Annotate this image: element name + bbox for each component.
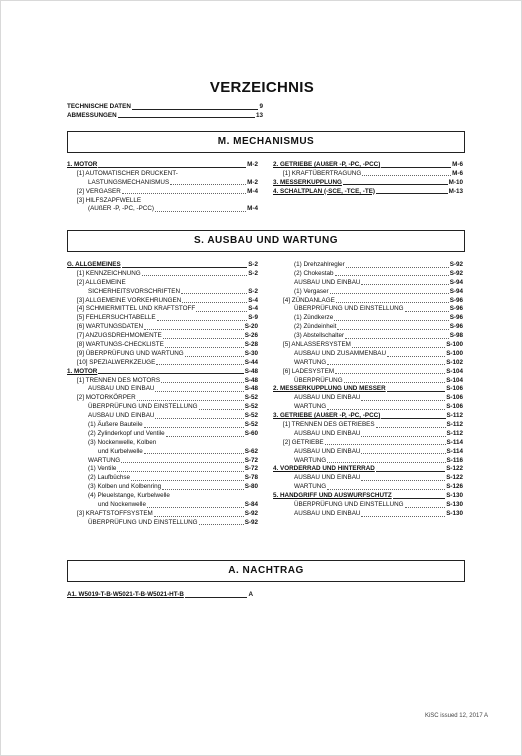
toc-entry-page: S-94 (449, 287, 463, 295)
toc-entry-title: (2) Zündeinheit (294, 323, 337, 331)
toc-entry-title: A1. W5019-T-B·W5021-T-B·W5021-HT-B (67, 590, 184, 598)
toc-entry-page: S-106 (446, 394, 463, 402)
toc-entry-title: AUSBAU UND EINBAU (88, 385, 155, 393)
toc-leader (327, 409, 445, 410)
section-header-nachtrag: A. NACHTRAG (67, 560, 465, 582)
toc-leader (376, 471, 445, 472)
toc-entry-title: SICHERHEITSVORSCHRIFTEN (88, 287, 181, 295)
toc-entry-title: (2) Chokestab (294, 269, 334, 277)
toc-leader (327, 489, 445, 490)
toc-entry-title: 4. VORDERRAD UND HINTERRAD (273, 465, 375, 473)
toc-entry-title: [1] AUTOMATISCHER DRUCKENT- (77, 169, 178, 177)
toc-entry (67, 394, 258, 403)
toc-leader (142, 275, 248, 276)
toc-leader (334, 320, 448, 321)
toc-entry-page: S-104 (446, 367, 463, 375)
toc-entry-page: S-100 (446, 349, 463, 357)
toc-entry-page: S-78 (244, 474, 258, 482)
toc-leader (144, 453, 244, 454)
toc-entry-title: AUSBAU UND EINBAU (294, 278, 361, 286)
toc-leader (117, 471, 243, 472)
toc-leader (344, 382, 446, 383)
toc-entry-title: (1) Ventile (88, 465, 117, 473)
toc-entry (273, 161, 463, 170)
toc-entry (273, 368, 463, 377)
toc-leader (147, 507, 244, 508)
toc-leader (362, 175, 451, 176)
toc-leader (327, 364, 445, 365)
toc-entry (67, 112, 263, 121)
toc-entry (273, 341, 463, 350)
toc-entry-title: [9] ÜBERPRÜFUNG UND WARTUNG (77, 349, 184, 357)
toc-entry (273, 323, 463, 332)
toc-entry-title: und Kurbelwelle (98, 447, 143, 455)
toc-entry-page: S-116 (446, 456, 463, 464)
toc-entry-page: S-72 (244, 456, 258, 464)
toc-leader (335, 373, 445, 374)
toc-leader (118, 117, 255, 118)
toc-leader (405, 507, 446, 508)
toc-entry-title: LASTUNGSMECHANISMUS (88, 178, 170, 186)
toc-entry-page: S-112 (446, 412, 463, 420)
toc-entry-title: 4. SCHALTPLAN (-SCE, -TCE, -TE) (273, 187, 376, 195)
toc-entry (67, 205, 258, 214)
toc-entry-page: S-130 (446, 492, 463, 500)
toc-entry-title: 2. GETRIEBE (AUßER -P, -PC, -PCC) (273, 160, 381, 168)
toc-entry (273, 314, 463, 323)
toc-entry (273, 377, 463, 386)
toc-entry (273, 421, 463, 430)
toc-entry-title: G. ALLGEMEINES (67, 260, 121, 268)
toc-entry-title: (3) Kolben und Kolbenring (88, 483, 162, 491)
toc-entry-title: (1) Äußere Bauteile (88, 421, 143, 429)
toc-leader (131, 480, 244, 481)
toc-entry-title: WARTUNG (88, 456, 121, 464)
toc-leader (361, 453, 445, 454)
toc-entry (273, 465, 463, 474)
toc-leader (199, 524, 244, 525)
toc-leader (361, 480, 445, 481)
toc-entry-page: S-92 (449, 260, 463, 268)
toc-entry-title: AUSBAU UND EINBAU (294, 509, 361, 517)
toc-leader (181, 293, 247, 294)
toc-entry-page: M-6 (452, 169, 463, 177)
toc-entry-title: TECHNISCHE DATEN (67, 102, 131, 110)
toc-entry-page: S-4 (248, 296, 258, 304)
toc-entry-title: 3. MESSERKUPPLUNG (273, 178, 342, 186)
section-header-mechanismus: M. MECHANISMUS (67, 131, 465, 153)
toc-entry (67, 510, 258, 519)
toc-entry-page: S-62 (244, 447, 258, 455)
toc-entry (67, 457, 258, 466)
toc-entry-page: S-130 (446, 501, 463, 509)
toc-leader (170, 184, 246, 185)
toc-entry (67, 179, 258, 188)
toc-entry (67, 519, 258, 528)
toc-entry (67, 170, 258, 179)
toc-leader (376, 427, 446, 428)
toc-entry-page: S-52 (244, 412, 258, 420)
toc-entry-title: [1] TRENNEN DES GETRIEBES (283, 421, 375, 429)
toc-entry (67, 279, 258, 288)
toc-leader (336, 302, 449, 303)
toc-entry-page: S-30 (244, 349, 258, 357)
toc-entry-title: und Nockenwelle (98, 501, 146, 509)
toc-entry-title: [3] ALLGEMEINE VORKEHRUNGEN (77, 296, 182, 304)
toc-leader (376, 193, 448, 194)
toc-entry-page: S-26 (244, 332, 258, 340)
toc-leader (122, 193, 246, 194)
toc-leader (165, 347, 244, 348)
toc-entry (273, 261, 463, 270)
toc-leader (137, 400, 244, 401)
toc-entry-page: S-48 (244, 385, 258, 393)
toc-entry (67, 412, 258, 421)
toc-entry-title: WARTUNG (294, 403, 327, 411)
toc-entry-page: M-6 (452, 160, 463, 168)
toc-entry (67, 332, 258, 341)
toc-entry (273, 270, 463, 279)
toc-entry-title: [6] LADESYSTEM (283, 367, 335, 375)
toc-entry (273, 179, 463, 188)
toc-leader (327, 462, 445, 463)
toc-entry-title: AUSBAU UND EINBAU (294, 474, 361, 482)
toc-leader (154, 516, 244, 517)
toc-entry-page: S-96 (449, 296, 463, 304)
toc-entry-title: (2) Laufbüchse (88, 474, 131, 482)
toc-entry-page: S-98 (449, 332, 463, 340)
toc-entry-page: 13 (255, 111, 263, 119)
toc-entry-page: S-96 (449, 305, 463, 313)
toc-entry-title: (1) Zündkerze (294, 314, 334, 322)
toc-entry-page: S-100 (446, 341, 463, 348)
toc-entry-page: S-114 (446, 438, 463, 446)
toc-entry (273, 394, 463, 403)
toc-leader (122, 267, 248, 268)
toc-entry-page: S-112 (446, 429, 463, 437)
toc-entry (67, 483, 258, 492)
toc-entry-page: S-104 (446, 376, 463, 384)
toc-entry-title: (4) Pleuelstange, Kurbelwelle (88, 492, 170, 500)
toc-mechanismus-left (67, 161, 258, 214)
toc-entry-page: S-92 (244, 518, 258, 526)
toc-entry-title: ÜBERPRÜFUNG (294, 376, 343, 384)
toc-entry (67, 288, 258, 297)
toc-entry-page: S-52 (244, 403, 258, 411)
toc-leader (98, 373, 243, 374)
toc-entry-page: S-48 (244, 376, 258, 384)
toc-entry-title: (3) Nockenwelle, Kolben (88, 438, 157, 446)
toc-entry (273, 412, 463, 421)
toc-entry-page: S-52 (244, 421, 258, 429)
toc-leader (387, 391, 446, 392)
toc-entry (273, 448, 463, 457)
toc-entry (67, 474, 258, 483)
toc-entry (67, 403, 258, 412)
toc-entry-page: S-94 (449, 278, 463, 286)
toc-entry-title: ÜBERPRÜFUNG UND EINSTELLUNG (88, 518, 198, 526)
toc-entry-page: S-112 (446, 421, 463, 429)
toc-entry-page: S-102 (446, 358, 463, 366)
toc-entry-page: A (248, 590, 253, 598)
toc-leader (98, 167, 246, 168)
toc-entry-page: S-122 (446, 474, 463, 482)
toc-entry (67, 465, 258, 474)
toc-entry-title: 5. HANDGRIFF UND AUSWURFSCHUTZ (273, 492, 392, 500)
toc-entry-title: AUSBAU UND EINBAU (294, 394, 361, 402)
toc-entry (273, 510, 463, 519)
toc-entry-title: 3. GETRIEBE (AUßER -P, -PC, -PCC) (273, 412, 381, 420)
toc-entry-title: ABMESSUNGEN (67, 111, 117, 119)
toc-leader (325, 444, 446, 445)
toc-entry-title: [2] ALLGEMEINE (77, 278, 126, 286)
toc-leader (162, 489, 244, 490)
section-header-ausbau-und-wartung: S. AUSBAU UND WARTUNG (67, 230, 465, 252)
toc-entry (273, 474, 463, 483)
toc-leader (155, 418, 243, 419)
toc-entry-title: (AUßER -P, -PC, -PCC) (88, 205, 155, 213)
toc-entry (67, 439, 258, 448)
toc-entry (273, 492, 463, 501)
toc-entry (67, 270, 258, 279)
toc-entry-title: 2. MESSERKUPPLUNG UND MESSER (273, 385, 386, 393)
toc-entry (273, 457, 463, 466)
toc-entry-page: S-96 (449, 323, 463, 331)
toc-leader (387, 356, 445, 357)
toc-entry (273, 501, 463, 510)
issue-footer: KiSC issued 12, 2017 A (424, 713, 488, 719)
toc-entry-title: [1] TRENNEN DES MOTORS (77, 376, 161, 384)
toc-leader (157, 320, 248, 321)
toc-leader (335, 275, 449, 276)
toc-entry-page: S-4 (248, 305, 258, 313)
toc-leader (199, 409, 244, 410)
toc-entry-page: S-130 (446, 509, 463, 517)
toc-entry (67, 305, 258, 314)
toc-entry-page: S-106 (446, 403, 463, 411)
toc-entry-page: S-28 (244, 341, 258, 348)
toc-entry-title: [1] KRAFTÜBERTRAGUNG (283, 169, 362, 177)
toc-entry-page: S-126 (446, 483, 463, 491)
toc-nachtrag-list (67, 591, 253, 600)
toc-leader (185, 356, 244, 357)
toc-ausbau-left (67, 261, 258, 528)
toc-entry-title: 1. MOTOR (67, 367, 98, 375)
toc-leader (155, 391, 243, 392)
toc-leader (361, 516, 445, 517)
toc-leader (166, 436, 244, 437)
toc-entry-title: [2] VERGASER (77, 187, 121, 195)
toc-entry-title: (1) Drehzahlregler (294, 260, 345, 268)
toc-leader (337, 329, 448, 330)
page-title: VERZEICHNIS (209, 79, 315, 96)
toc-entry-title: WARTUNG (294, 483, 327, 491)
toc-entry-title: [10] SPEZIALWERKZEUGE (77, 358, 156, 366)
toc-entry (273, 403, 463, 412)
toc-entry-title: AUSBAU UND EINBAU (88, 412, 155, 420)
toc-entry (67, 430, 258, 439)
toc-entry-page: M-4 (247, 205, 258, 213)
toc-entry-title: [3] HILFSZAPFWELLE (77, 196, 142, 204)
toc-entry (67, 161, 258, 170)
toc-leader (352, 347, 445, 348)
toc-leader (161, 382, 244, 383)
toc-entry-page: S-96 (449, 314, 463, 322)
toc-entry (67, 314, 258, 323)
toc-leader (121, 462, 244, 463)
toc-entry (273, 439, 463, 448)
toc-entry (273, 359, 463, 368)
toc-entry-page: S-52 (244, 394, 258, 402)
toc-entry-title: (2) Zylinderkopf und Ventile (88, 429, 165, 437)
toc-entry (273, 170, 463, 179)
toc-leader (345, 338, 449, 339)
toc-entry-page: M-4 (247, 187, 258, 195)
toc-top-list (67, 103, 263, 121)
toc-entry-title: ÜBERPRÜFUNG UND EINSTELLUNG (88, 403, 198, 411)
toc-entry-title: [2] MOTORKÖRPER (77, 394, 136, 402)
toc-entry-page: S-80 (244, 483, 258, 491)
toc-entry-title: [8] WARTUNGS-CHECKLISTE (77, 341, 164, 348)
toc-entry-title: (1) Vergaser (294, 287, 329, 295)
toc-entry-title: ÜBERPRÜFUNG UND EINSTELLUNG (294, 305, 404, 313)
toc-entry (67, 341, 258, 350)
toc-entry-page: S-60 (244, 429, 258, 437)
toc-entry-page: S-48 (244, 367, 258, 375)
toc-leader (381, 167, 451, 168)
toc-entry-page: S-44 (244, 358, 258, 366)
toc-entry-title: WARTUNG (294, 456, 327, 464)
toc-leader (361, 436, 445, 437)
toc-entry-page: S-2 (248, 269, 258, 277)
toc-entry (67, 501, 258, 510)
toc-entry (67, 377, 258, 386)
toc-entry (273, 188, 463, 197)
toc-entry-page: S-122 (446, 465, 463, 473)
toc-leader (346, 267, 449, 268)
toc-entry-page: 9 (259, 102, 263, 110)
toc-entry-page: M-2 (247, 160, 258, 168)
toc-leader (144, 329, 244, 330)
toc-entry (67, 261, 258, 270)
toc-entry-title: [2] GETRIEBE (283, 438, 324, 446)
toc-entry-page: S-84 (244, 501, 258, 509)
toc-entry-title: AUSBAU UND EINBAU (294, 447, 361, 455)
toc-entry-title: [6] WARTUNGSDATEN (77, 323, 144, 331)
toc-entry (273, 385, 463, 394)
toc-entry (67, 492, 258, 501)
toc-entry-title: WARTUNG (294, 358, 327, 366)
toc-leader (343, 184, 448, 185)
toc-entry (273, 483, 463, 492)
toc-entry-page: S-2 (248, 287, 258, 295)
toc-entry-title: ÜBERPRÜFUNG UND EINSTELLUNG (294, 501, 404, 509)
toc-entry-title: AUSBAU UND ZUSAMMENBAU (294, 349, 387, 357)
toc-entry-page: S-114 (446, 447, 463, 455)
toc-entry (67, 359, 258, 368)
toc-entry (273, 305, 463, 314)
toc-leader (405, 311, 449, 312)
toc-entry (67, 591, 253, 600)
toc-entry-page: S-106 (446, 385, 463, 393)
toc-leader (196, 311, 247, 312)
toc-entry (67, 323, 258, 332)
toc-entry (67, 297, 258, 306)
toc-leader (185, 597, 248, 598)
toc-entry (67, 421, 258, 430)
toc-entry (67, 350, 258, 359)
toc-leader (381, 418, 445, 419)
toc-entry-page: S-92 (244, 509, 258, 517)
toc-entry-title: 1. MOTOR (67, 160, 98, 168)
toc-entry-page: S-9 (248, 314, 258, 322)
toc-leader (132, 109, 259, 110)
toc-leader (144, 427, 244, 428)
toc-entry (273, 288, 463, 297)
toc-leader (393, 498, 445, 499)
toc-entry (273, 350, 463, 359)
toc-entry-page: S-2 (248, 260, 258, 268)
toc-leader (156, 364, 243, 365)
toc-entry (67, 448, 258, 457)
toc-entry (273, 279, 463, 288)
toc-entry-title: (3) Abstellschalter (294, 332, 345, 340)
toc-entry-page: M-13 (448, 187, 463, 195)
toc-entry (67, 188, 258, 197)
toc-entry-page: S-20 (244, 323, 258, 331)
toc-entry-page: S-72 (244, 465, 258, 473)
toc-entry-title: [4] ZÜNDANLAGE (283, 296, 335, 304)
toc-entry-title: [7] ANZUGSDREHMOMENTE (77, 332, 162, 340)
toc-entry-title: [3] KRAFTSTOFFSYSTEM (77, 509, 153, 517)
toc-entry-title: [5] FEHLERSUCHTABELLE (77, 314, 156, 322)
toc-leader (361, 284, 448, 285)
toc-entry (273, 430, 463, 439)
toc-entry-title: [1] KENNZEICHNUNG (77, 269, 141, 277)
toc-leader (361, 400, 445, 401)
toc-leader (155, 211, 246, 212)
toc-entry (273, 332, 463, 341)
toc-entry-page: S-92 (449, 269, 463, 277)
toc-entry (67, 197, 258, 206)
toc-leader (330, 293, 449, 294)
toc-entry-page: M-10 (448, 178, 463, 186)
toc-leader (163, 338, 244, 339)
toc-mechanismus-right (273, 161, 463, 197)
toc-entry-page: M-2 (247, 178, 258, 186)
toc-entry (67, 103, 263, 112)
toc-entry-title: [4] SCHMIERMITTEL UND KRAFTSTOFF (77, 305, 196, 313)
toc-ausbau-right (273, 261, 463, 519)
toc-entry (67, 368, 258, 377)
toc-leader (182, 302, 247, 303)
toc-entry-title: [5] ANLASSERSYSTEM (283, 341, 351, 348)
toc-entry-title: AUSBAU UND EINBAU (294, 429, 361, 437)
